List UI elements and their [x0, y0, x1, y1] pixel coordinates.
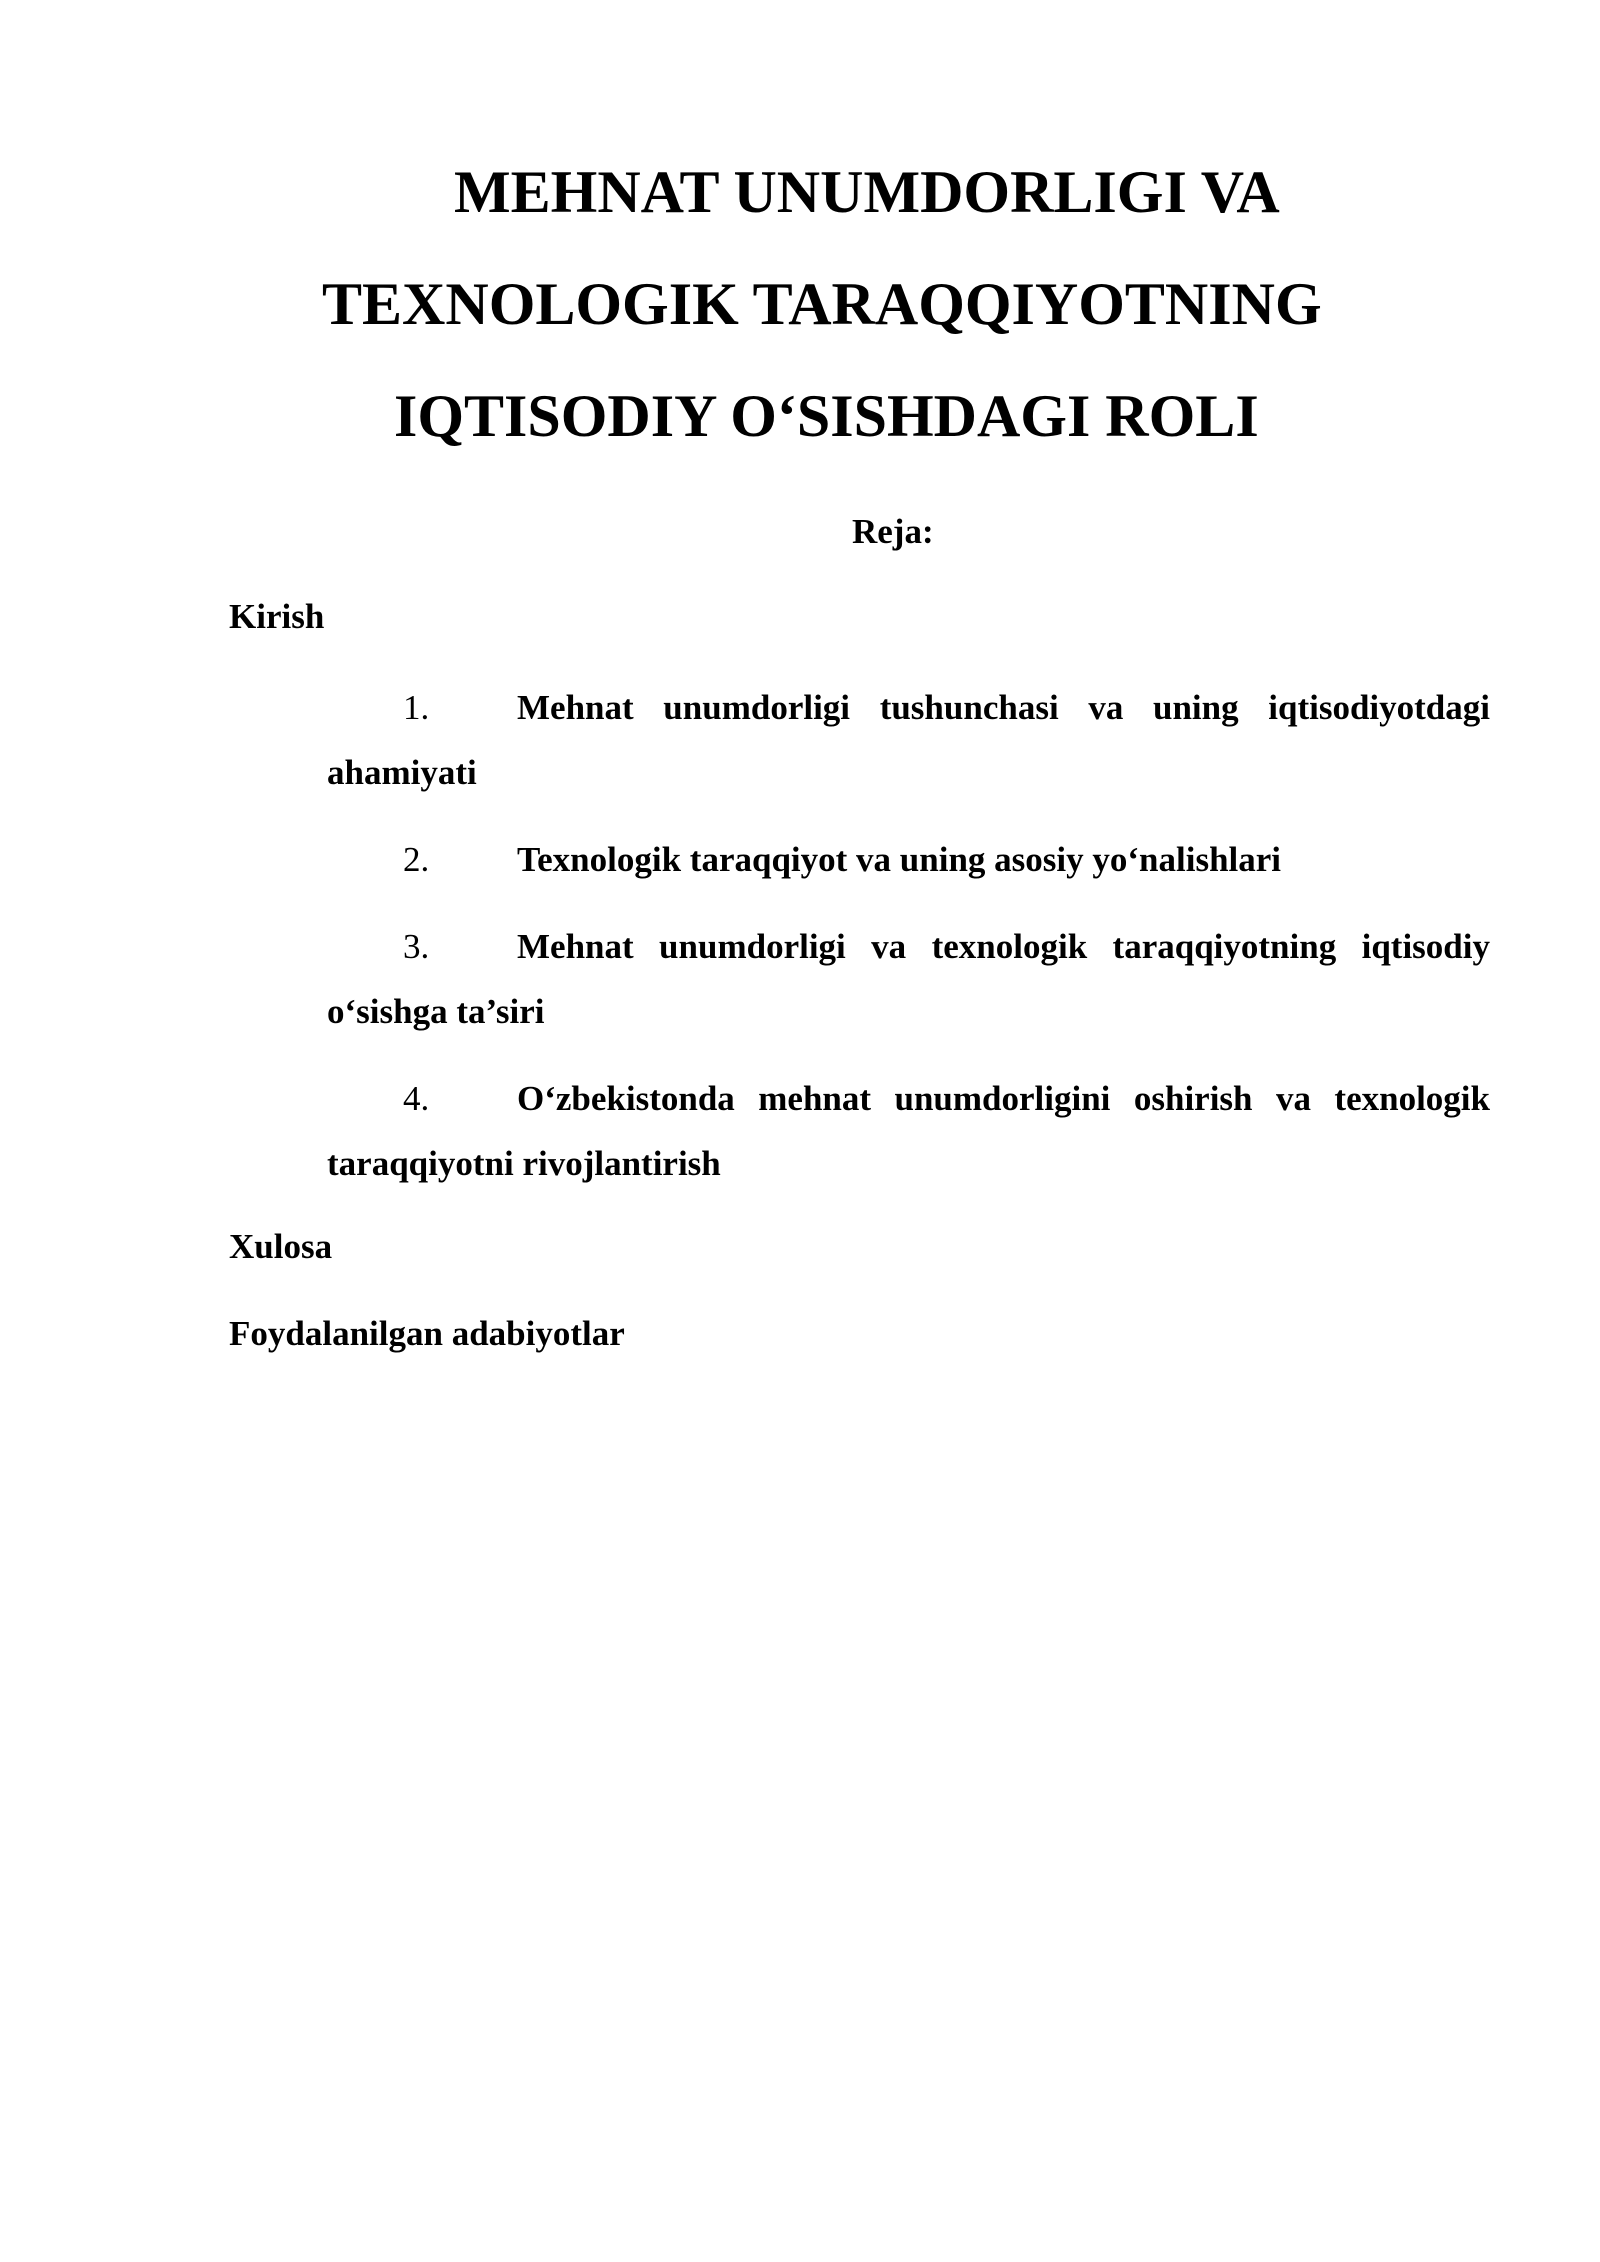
plan-item-text: Mehnat unumdorligi va texnologik taraqqiyotning iqtisodiy: [517, 927, 1490, 966]
plan-item-text-continuation: ahamiyati: [327, 753, 477, 792]
plan-item-text: O‘zbekistonda mehnat unumdorligini oshirish va texnologik: [517, 1079, 1490, 1118]
plan-item-text: Mehnat unumdorligi tushunchasi va uning iqtisodiyotdagi: [517, 688, 1490, 727]
plan-item-3: [327, 914, 1490, 1044]
plan-item-text-continuation: taraqqiyotni rivojlantirish: [327, 1144, 721, 1183]
document-title-line-3: IQTISODIY O‘SISHDAGI ROLI: [394, 383, 1259, 449]
plan-item-4: [327, 1066, 1490, 1196]
document-title-line-1: MEHNAT UNUMDORLIGI VA: [454, 159, 1280, 225]
plan-item-text: Texnologik taraqqiyot va uning asosiy yo‘nalishlari: [517, 840, 1282, 879]
section-introduction: Kirish: [229, 597, 325, 636]
plan-heading: Reja:: [852, 512, 934, 551]
section-references: Foydalanilgan adabiyotlar: [229, 1314, 625, 1353]
section-conclusion: Xulosa: [229, 1227, 333, 1266]
plan-item-1: [327, 675, 1490, 805]
plan-item-number: 3.: [403, 927, 430, 966]
plan-item-2: [327, 827, 1490, 892]
plan-item-number: 4.: [403, 1079, 430, 1118]
plan-item-number: 1.: [403, 688, 430, 727]
plan-item-text-continuation: o‘sishga ta’siri: [327, 992, 545, 1031]
plan-item-number: 2.: [403, 840, 430, 879]
document-title-line-2: TEXNOLOGIK TARAQQIYOTNING: [322, 271, 1322, 337]
